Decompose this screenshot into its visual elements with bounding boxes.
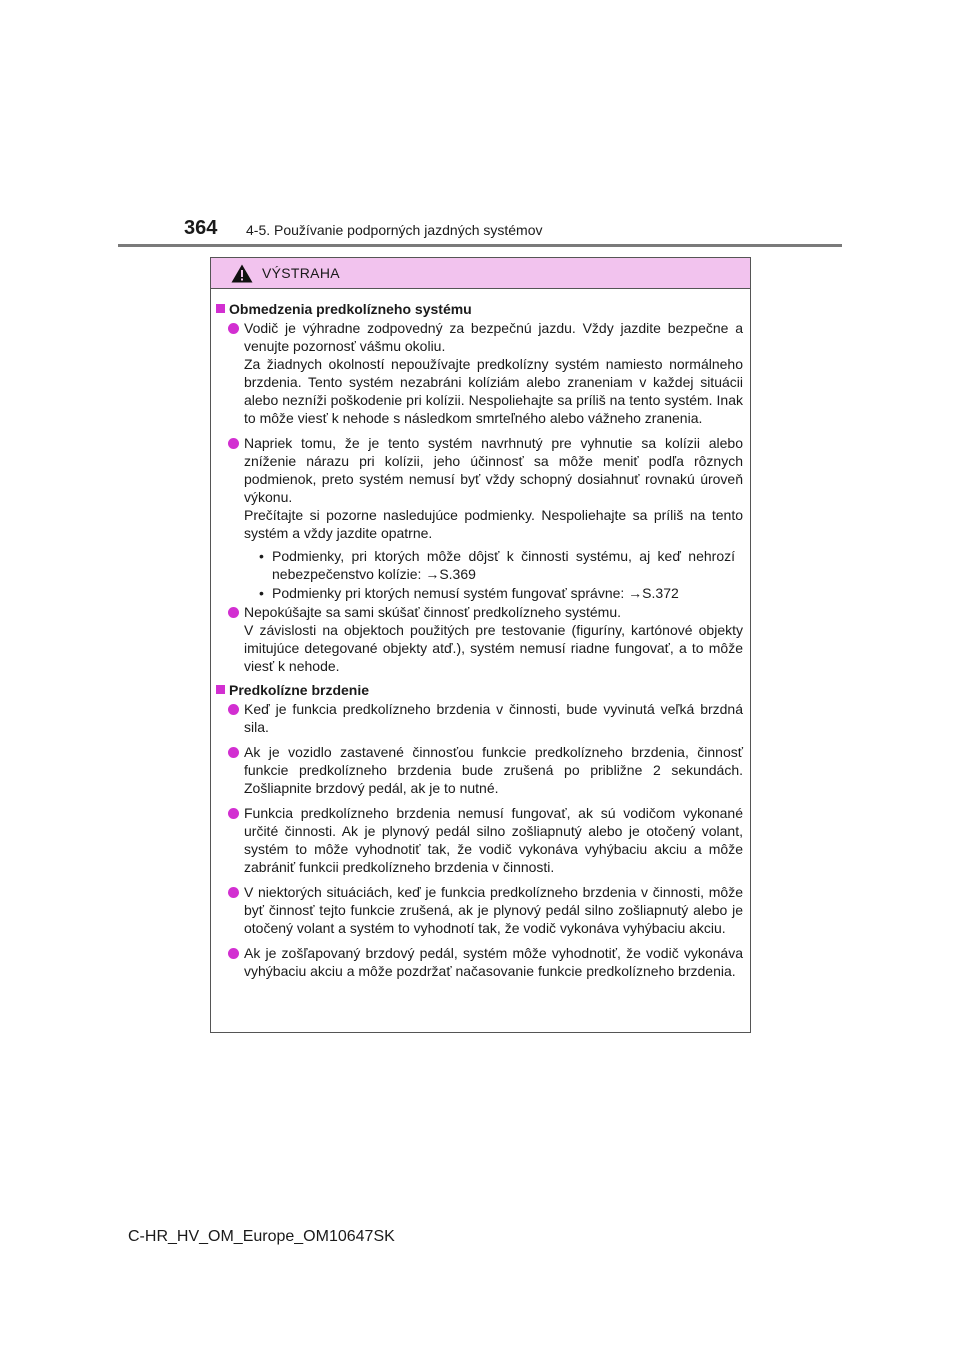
paragraph: Nepokúšajte sa sami skúšať činnosť predkolízneho systému. (244, 604, 622, 620)
bullet-text: Ak je vozidlo zastavené činnosťou funkcie predkolízneho brzdenia, činnosť funkcie predkolízneho brzdenia bude zrušená po približne 2 sekundách. Zošliapnite brzdový pedál, ak je to nutné. (244, 744, 743, 796)
bullet-text (244, 434, 743, 542)
circle-bullet-icon (228, 323, 239, 334)
paragraph: V závislosti na objektoch použitých pre testovanie (figuríny, kartónové objekty imitujúce detegované objekty atď.), systém nemusí riadne fungovať, a to môže viesť k nehode. (244, 622, 743, 674)
section-title: 4-5. Používanie podporných jazdných systémov (246, 222, 543, 238)
bullet-item (216, 434, 743, 542)
circle-bullet-icon (228, 948, 239, 959)
paragraph: Za žiadnych okolností nepoužívajte predkolízny systém namiesto normálneho brzdenia. Tento systém nezabráni kolíziám alebo zraneniam v každej situácii alebo nezníži poškodenie pri kolízii. Nespoliehajte sa príliš na tento systém. Inak to môže viesť k nehode s následkom smrteľného alebo vážneho zranenia. (244, 356, 743, 426)
bullet-item (216, 700, 743, 736)
section-heading (216, 681, 743, 699)
bullet-text (244, 603, 743, 675)
circle-bullet-icon (228, 607, 239, 618)
sub-item-text: Podmienky, pri ktorých môže dôjsť k činnosti systému, aj keď nehrozí nebezpečenstvo kolízie: →S.369 (272, 548, 735, 582)
header-rule (118, 244, 842, 247)
paragraph: Napriek tomu, že je tento systém navrhnutý pre vyhnutie sa kolízii alebo zníženie nárazu pri kolízii, jeho účinnosť sa môže meniť podľa rôznych podmienok, preto systém nemusí byť vždy schopný dosiahnuť rovnakú úroveň výkonu. (244, 435, 743, 505)
document-code: C-HR_HV_OM_Europe_OM10647SK (128, 1228, 395, 1245)
bullet-item (216, 603, 743, 675)
small-bullet-icon: • (259, 585, 264, 601)
warning-triangle-icon (231, 264, 253, 283)
paragraph: Prečítajte si pozorne nasledujúce podmienky. Nespoliehajte sa príliš na tento systém a vždy jazdite opatrne. (244, 507, 743, 541)
bullet-text (244, 319, 743, 427)
circle-bullet-icon (228, 438, 239, 449)
bullet-item (216, 743, 743, 797)
circle-bullet-icon (228, 704, 239, 715)
bullet-text: V niektorých situáciách, keď je funkcia predkolízneho brzdenia v činnosti, môže byť činnosť tejto funkcie zrušená, ak je plynový pedál silno zošliapnutý alebo je otočený volant a systém to vyhodnotí tak, že vodič vykonáva vyhýbaciu akciu. (244, 884, 743, 936)
section-heading (216, 300, 743, 318)
square-bullet-icon (216, 685, 225, 694)
warning-body (211, 289, 750, 980)
bullet-item (216, 319, 743, 427)
square-bullet-icon (216, 304, 225, 313)
circle-bullet-icon (228, 887, 239, 898)
warning-box (210, 257, 751, 1033)
paragraph: Vodič je výhradne zodpovedný za bezpečnú jazdu. Vždy jazdite bezpečne a venujte pozornosť vášmu okoliu. (244, 320, 743, 354)
sub-item (259, 584, 743, 602)
bullet-text: Funkcia predkolízneho brzdenia nemusí fungovať, ak sú vodičom vykonané určité činnosti. Ak je plynový pedál silno zošliapnutý alebo je otočený volant, systém to môže vyhodnotiť tak, že vodič vykonáva vyhýbaciu akciu a môže zabrániť funkcii predkolízneho brzdenia v činnosti. (244, 805, 743, 875)
sub-item (259, 547, 743, 583)
sub-item-text: Podmienky pri ktorých nemusí systém fungovať správne: →S.372 (272, 585, 679, 601)
circle-bullet-icon (228, 808, 239, 819)
bullet-item (216, 944, 743, 980)
bullet-item (216, 804, 743, 876)
bullet-text: Ak je zošľapovaný brzdový pedál, systém môže vyhodnotiť, že vodič vykonáva vyhýbaciu akciu a môže pozdržať načasovanie funkcie predkolízneho brzdenia. (244, 945, 743, 979)
warning-label: VÝSTRAHA (262, 265, 340, 281)
small-bullet-icon: • (259, 548, 264, 564)
circle-bullet-icon (228, 747, 239, 758)
section-heading-text: Predkolízne brzdenie (229, 682, 370, 698)
warning-header (211, 258, 750, 289)
page-number: 364 (184, 217, 218, 239)
section-heading-text: Obmedzenia predkolízneho systému (229, 301, 472, 317)
bullet-text: Keď je funkcia predkolízneho brzdenia v činnosti, bude vyvinutá veľká brzdná sila. (244, 701, 743, 735)
bullet-item (216, 883, 743, 937)
